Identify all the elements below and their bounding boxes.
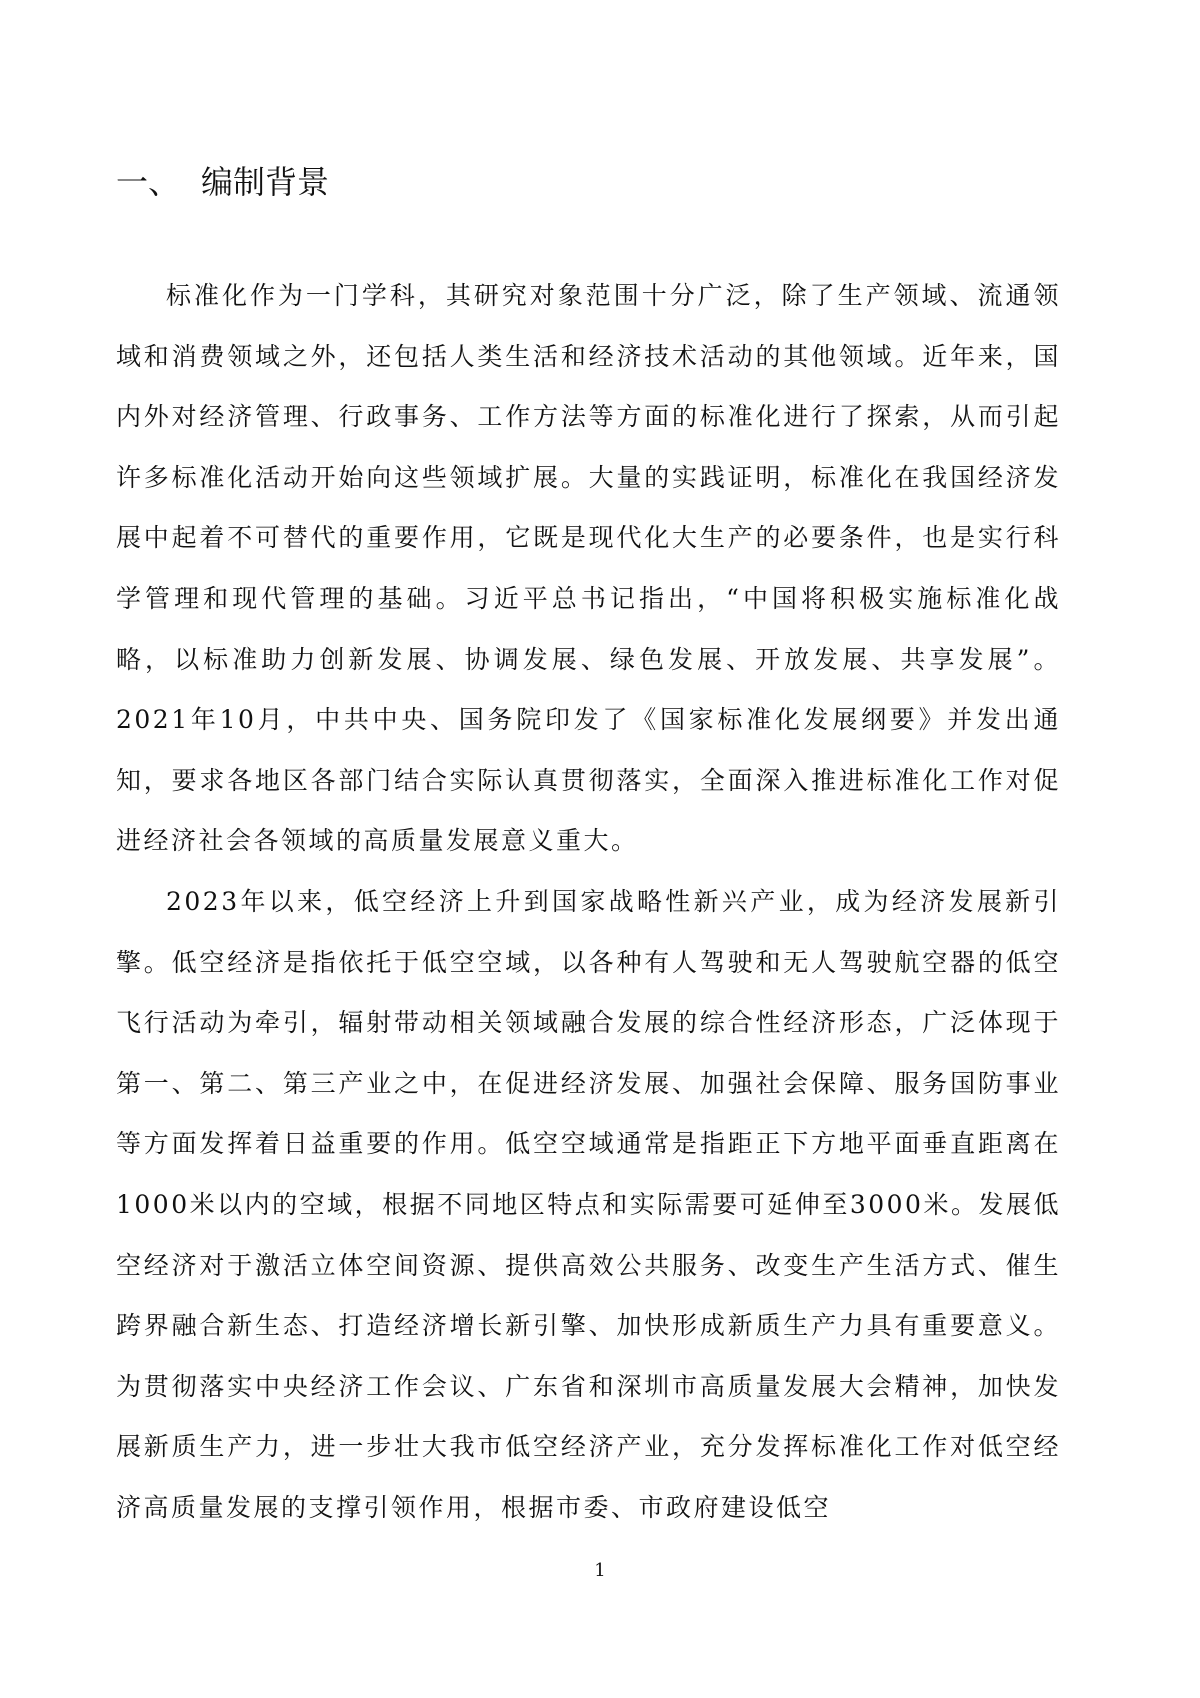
section-number: 一、	[116, 163, 181, 201]
paragraph: 标准化作为一门学科，其研究对象范围十分广泛，除了生产领域、流通领域和消费领域之外，还包括人类生活和经济技术活动的其他领域。近年来，国内外对经济管理、行政事务、工作方法等方面的标准化进行了探索，从而引起许多标准化活动开始向这些领域扩展。大量的实践证明，标准化在我国经济发展中起着不可替代的重要作用，它既是现代化大生产的必要条件，也是实行科学管理和现代管理的基础。习近平总书记指出，“中国将积极实施标准化战略，以标准助力创新发展、协调发展、绿色发展、开放发展、共享发展”。2021年10月，中共中央、国务院印发了《国家标准化发展纲要》并发出通知，要求各地区各部门结合实际认真贯彻落实，全面深入推进标准化工作对促进经济社会各领域的高质量发展意义重大。	[116, 281, 1061, 856]
section-title: 编制背景	[201, 163, 330, 201]
page-number: 1	[594, 1560, 606, 1581]
paragraph: 2023年以来，低空经济上升到国家战略性新兴产业，成为经济发展新引擎。低空经济是指依托于低空空域，以各种有人驾驶和无人驾驶航空器的低空飞行活动为牵引，辐射带动相关领域融合发展的综合性经济形态，广泛体现于第一、第二、第三产业之中，在促进经济发展、加强社会保障、服务国防事业等方面发挥着日益重要的作用。低空空域通常是指距正下方地平面垂直距离在1000米以内的空域，根据不同地区特点和实际需要可延伸至3000米。发展低空经济对于激活立体空间资源、提供高效公共服务、改变生产生活方式、催生跨界融合新生态、打造经济增长新引擎、加快形成新质生产力具有重要意义。为贯彻落实中央经济工作会议、广东省和深圳市高质量发展大会精神，加快发展新质生产力，进一步壮大我市低空经济产业，充分发挥标准化工作对低空经济高质量发展的支撑引领作用，根据市委、市政府建设低空	[116, 886, 1061, 1522]
section-heading	[116, 160, 329, 204]
body-text	[116, 266, 1061, 1538]
